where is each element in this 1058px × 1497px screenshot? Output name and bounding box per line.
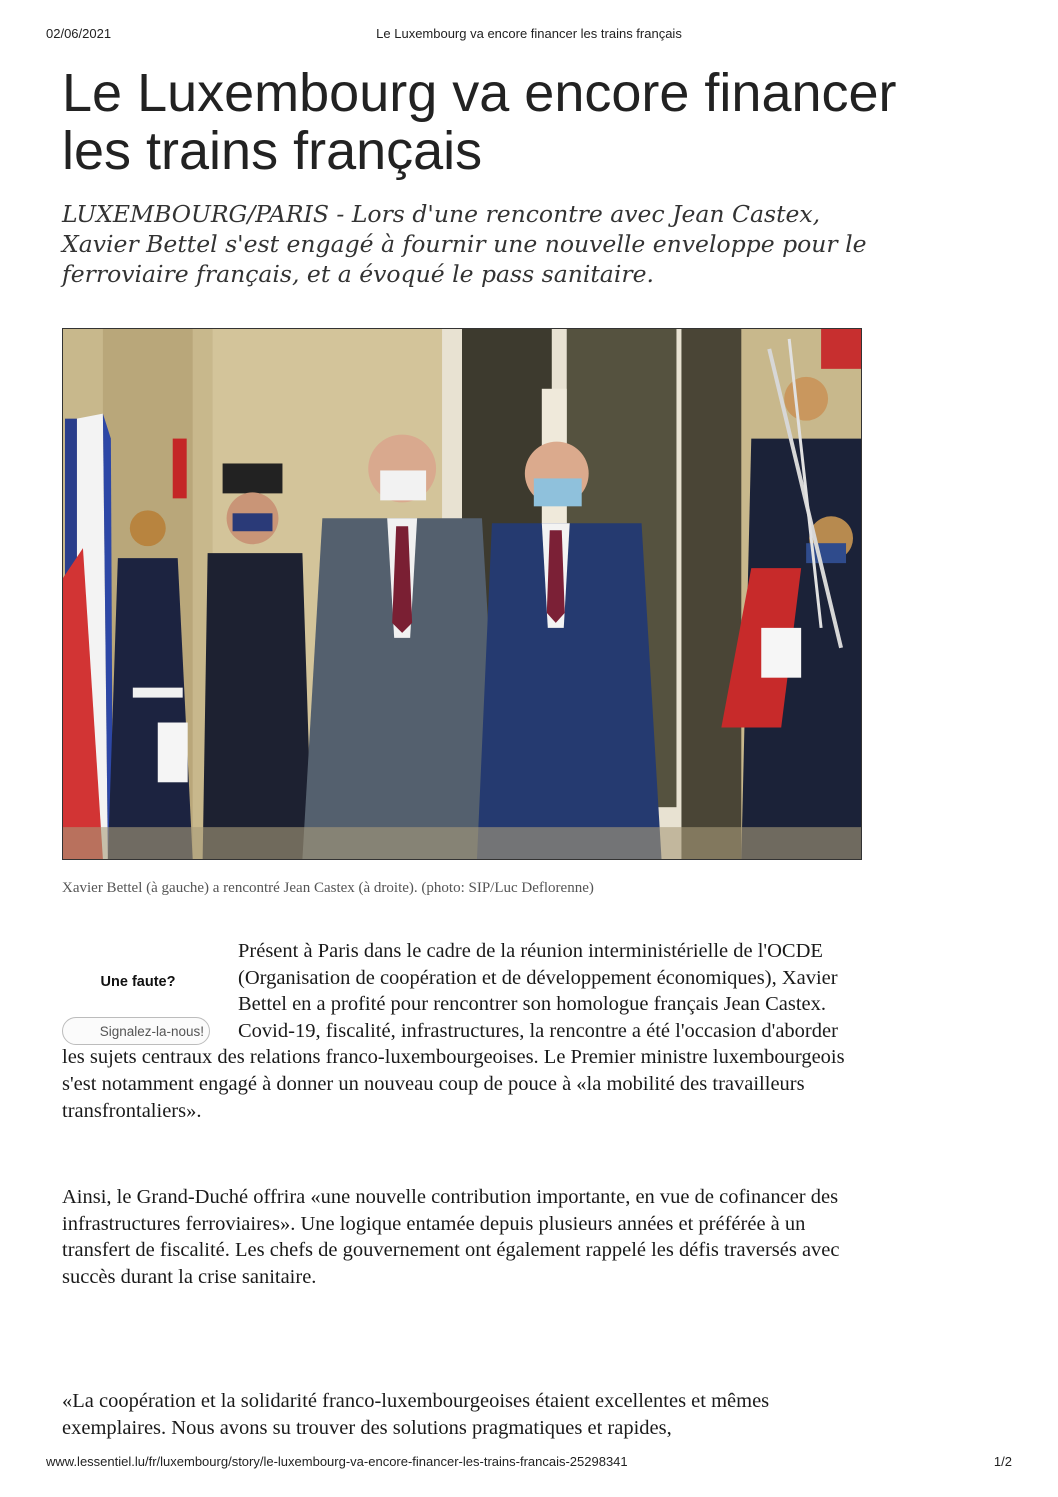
- photo-illustration: [63, 329, 861, 859]
- print-header: [46, 26, 1012, 44]
- report-float-spacer: [62, 938, 238, 1044]
- report-error-label: Une faute?: [100, 974, 176, 990]
- photo-caption: Xavier Bettel (à gauche) a rencontré Jean Castex (à droite). (photo: SIP/Luc Deflorenne): [62, 880, 594, 896]
- report-error-button[interactable]: Signalez-la-nous!: [62, 1017, 210, 1045]
- article-paragraph-3: «La coopération et la solidarité franco-luxembourgeoises étaient excellentes et mêmes exemplaires. Nous avons su trouver des solutions pragmatiques et rapides,: [62, 1390, 770, 1439]
- print-date: 02/06/2021: [46, 26, 112, 41]
- article-paragraph-1-text: Présent à Paris dans le cadre de la réunion interministérielle de l'OCDE (Organisation de coopération et de développement économiques), Xavier Bettel en a profité pour rencontrer son homologue français Jean Castex. Covid-19, fiscalité, infrastructures, la rencontre a été l'occasion d'aborder les sujets centraux des relations franco-luxembourgeoises. Le Premier ministre luxembourgeois s'est notamment engagé à donner un nouveau coup de pouce à «la mobilité des travailleurs transfrontaliers».: [62, 940, 845, 1122]
- print-footer: [46, 1454, 1012, 1472]
- article-headline: Le Luxembourg va encore financer les trains français: [62, 63, 897, 181]
- print-page-number: 1/2: [993, 1454, 1012, 1469]
- article-paragraph-2: Ainsi, le Grand-Duché offrira «une nouvelle contribution importante, en vue de cofinancer des infrastructures ferroviaires». Une logique entamée depuis plusieurs années et préférée à un transfert de fiscalité. Les chefs de gouvernement ont également rappelé les défis traversés avec succès durant la crise sanitaire.: [62, 1186, 840, 1288]
- article-lead: LUXEMBOURG/PARIS - Lors d'une rencontre avec Jean Castex, Xavier Bettel s'est engagé à fournir une nouvelle enveloppe pour le ferroviaire français, et a évoqué le pass sanitaire.: [62, 200, 867, 288]
- article-paragraph-1: [62, 938, 852, 1124]
- article-photo: [62, 328, 862, 860]
- print-page-title: Le Luxembourg va encore financer les trains français: [376, 26, 682, 41]
- print-url: www.lessentiel.lu/fr/luxembourg/story/le-luxembourg-va-encore-financer-les-trains-francais-25298341: [46, 1454, 628, 1469]
